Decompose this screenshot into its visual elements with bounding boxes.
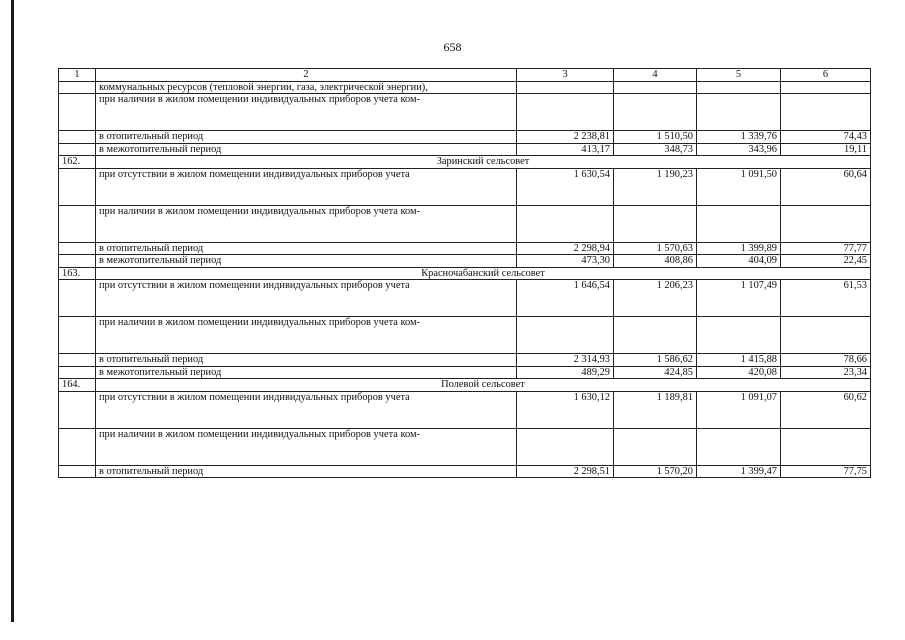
row-number-cell (59, 94, 96, 131)
value-cell: 420,08 (697, 366, 781, 379)
value-cell: 1 570,63 (614, 242, 697, 255)
value-cell: 1 510,50 (614, 131, 697, 144)
row-number-cell (59, 255, 96, 268)
description-cell (96, 428, 517, 465)
section-title: Полевой сельсовет (96, 379, 871, 392)
heating-period-row (59, 131, 871, 144)
continuation-row (59, 81, 871, 94)
empty-cell (517, 317, 614, 354)
value-cell: 1 570,20 (614, 465, 697, 478)
row-number-cell (59, 81, 96, 94)
value-cell: 77,77 (781, 242, 871, 255)
description-cell (96, 391, 517, 428)
row-number-cell (59, 205, 96, 242)
value-cell: 473,30 (517, 255, 614, 268)
row-number-cell (59, 242, 96, 255)
empty-cell (697, 81, 781, 94)
tariff-table (58, 68, 871, 478)
value-cell: 2 238,81 (517, 131, 614, 144)
empty-cell (614, 428, 697, 465)
empty-cell (517, 94, 614, 131)
section-title-row (59, 156, 871, 169)
empty-cell (781, 81, 871, 94)
description-cell (96, 81, 517, 94)
column-header: 2 (96, 69, 517, 82)
section-title: Заринский сельсовет (96, 156, 871, 169)
value-cell: 2 298,94 (517, 242, 614, 255)
value-cell: 1 399,47 (697, 465, 781, 478)
empty-cell (697, 428, 781, 465)
empty-cell (517, 205, 614, 242)
description-cell: в межотопительный период (96, 255, 517, 268)
row-number-cell (59, 143, 96, 156)
value-cell: 1 107,49 (697, 280, 781, 317)
description-cell: в межотопительный период (96, 366, 517, 379)
empty-cell (614, 205, 697, 242)
value-cell: 408,86 (614, 255, 697, 268)
column-header: 6 (781, 69, 871, 82)
row-number-cell (59, 366, 96, 379)
cell-text-line: при отсутствии в жилом помещении индивидуальных приборов учета (99, 168, 410, 180)
value-cell: 1 415,88 (697, 354, 781, 367)
empty-cell (697, 94, 781, 131)
value-cell: 1 339,76 (697, 131, 781, 144)
page-edge-bar (11, 0, 14, 622)
row-number-cell: 163. (59, 267, 96, 280)
value-cell: 1 189,81 (614, 391, 697, 428)
with-devices-row (59, 205, 871, 242)
table-body (59, 69, 871, 478)
value-cell: 23,34 (781, 366, 871, 379)
cell-text-line: при отсутствии в жилом помещении индивидуальных приборов учета (99, 391, 410, 403)
value-cell: 1 206,23 (614, 280, 697, 317)
value-cell: 1 091,50 (697, 168, 781, 205)
description-cell (96, 205, 517, 242)
value-cell: 348,73 (614, 143, 697, 156)
row-number-cell (59, 280, 96, 317)
page-number: 658 (443, 40, 462, 54)
off-heating-period-row (59, 366, 871, 379)
value-cell: 413,17 (517, 143, 614, 156)
column-header: 1 (59, 69, 96, 82)
section-title: Красночабанский сельсовет (96, 267, 871, 280)
value-cell: 77,75 (781, 465, 871, 478)
description-cell (96, 94, 517, 131)
row-number-cell: 164. (59, 379, 96, 392)
description-cell: в отопительный период (96, 354, 517, 367)
value-cell: 1 586,62 (614, 354, 697, 367)
row-number-cell (59, 354, 96, 367)
row-number-cell (59, 131, 96, 144)
value-cell: 78,66 (781, 354, 871, 367)
value-cell: 1 091,07 (697, 391, 781, 428)
empty-cell (781, 317, 871, 354)
description-cell: в отопительный период (96, 242, 517, 255)
heating-period-row (59, 354, 871, 367)
column-header: 3 (517, 69, 614, 82)
heating-period-row (59, 242, 871, 255)
row-number-cell (59, 465, 96, 478)
empty-cell (781, 205, 871, 242)
without-devices-row (59, 280, 871, 317)
empty-cell (614, 94, 697, 131)
row-number-cell (59, 317, 96, 354)
with-devices-row (59, 428, 871, 465)
description-cell: в межотопительный период (96, 143, 517, 156)
cell-text-line: коммунальных ресурсов (тепловой энергии, газа, электрической энергии), (99, 81, 428, 93)
value-cell: 60,62 (781, 391, 871, 428)
cell-text-line: при наличии в жилом помещении индивидуальных приборов учета ком- (99, 205, 421, 217)
with-devices-row (59, 94, 871, 131)
empty-cell (697, 317, 781, 354)
cell-text-line: при отсутствии в жилом помещении индивидуальных приборов учета (99, 280, 410, 291)
header-row (59, 69, 871, 82)
row-number-cell (59, 391, 96, 428)
description-cell (96, 168, 517, 205)
section-title-row (59, 267, 871, 280)
without-devices-row (59, 168, 871, 205)
value-cell: 1 646,54 (517, 280, 614, 317)
cell-text-line: при наличии в жилом помещении индивидуальных приборов учета ком- (99, 94, 421, 105)
value-cell: 22,45 (781, 255, 871, 268)
off-heating-period-row (59, 143, 871, 156)
empty-cell (781, 94, 871, 131)
off-heating-period-row (59, 255, 871, 268)
empty-cell (517, 81, 614, 94)
row-number-cell (59, 428, 96, 465)
value-cell: 19,11 (781, 143, 871, 156)
value-cell: 2 314,93 (517, 354, 614, 367)
value-cell: 60,64 (781, 168, 871, 205)
value-cell: 1 190,23 (614, 168, 697, 205)
value-cell: 343,96 (697, 143, 781, 156)
value-cell: 61,53 (781, 280, 871, 317)
with-devices-row (59, 317, 871, 354)
cell-text-line: при наличии в жилом помещении индивидуальных приборов учета ком- (99, 428, 421, 440)
heating-period-row (59, 465, 871, 478)
description-cell (96, 317, 517, 354)
value-cell: 74,43 (781, 131, 871, 144)
value-cell: 489,29 (517, 366, 614, 379)
empty-cell (517, 428, 614, 465)
row-number-cell: 162. (59, 156, 96, 169)
value-cell: 404,09 (697, 255, 781, 268)
description-cell: в отопительный период (96, 131, 517, 144)
value-cell: 2 298,51 (517, 465, 614, 478)
value-cell: 1 630,12 (517, 391, 614, 428)
row-number-cell (59, 168, 96, 205)
empty-cell (697, 205, 781, 242)
cell-text-line: при наличии в жилом помещении индивидуальных приборов учета ком- (99, 317, 421, 328)
empty-cell (614, 81, 697, 94)
section-title-row (59, 379, 871, 392)
description-cell: в отопительный период (96, 465, 517, 478)
value-cell: 1 630,54 (517, 168, 614, 205)
column-header: 4 (614, 69, 697, 82)
description-cell (96, 280, 517, 317)
column-header: 5 (697, 69, 781, 82)
value-cell: 424,85 (614, 366, 697, 379)
value-cell: 1 399,89 (697, 242, 781, 255)
empty-cell (781, 428, 871, 465)
empty-cell (614, 317, 697, 354)
without-devices-row (59, 391, 871, 428)
